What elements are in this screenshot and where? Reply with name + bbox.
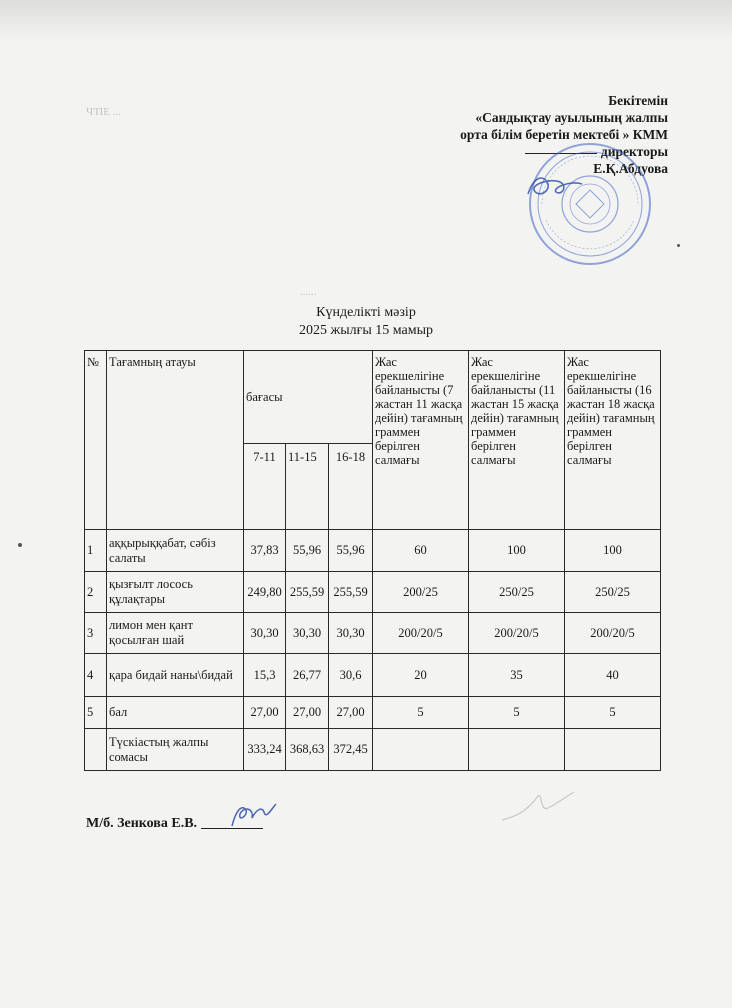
scan-top-edge	[0, 0, 732, 40]
director-signature	[520, 170, 590, 202]
weight-16-18: 200/20/5	[565, 613, 661, 654]
total-empty-cell	[373, 729, 469, 771]
price-11-15: 255,59	[286, 572, 329, 613]
weight-16-18: 40	[565, 654, 661, 697]
total-11-15: 368,63	[286, 729, 329, 771]
header-number: №	[85, 351, 107, 530]
total-empty-cell	[469, 729, 565, 771]
table-row	[85, 572, 661, 613]
bleed-through-text: ......	[300, 286, 317, 298]
food-name: қара бидай наны\бидай	[107, 654, 244, 697]
total-label: Түскіастың жалпы сомасы	[107, 729, 244, 771]
bleed-through-text: Ч'ПЕ ...	[86, 106, 121, 118]
weight-7-11: 200/25	[373, 572, 469, 613]
header-price: бағасы	[244, 351, 373, 444]
official-seal-stamp	[528, 142, 652, 266]
table-row	[85, 530, 661, 572]
food-name: аққырыққабат, сәбіз салаты	[107, 530, 244, 572]
bleed-through-signature	[498, 786, 578, 826]
price-16-18: 30,30	[329, 613, 373, 654]
approval-school-line2: орта білім беретін мектебі » КММ	[460, 127, 668, 142]
table-row	[85, 613, 661, 654]
header-food-name: Тағамның атауы	[107, 351, 244, 530]
approval-director-name: Е.Қ.Абдуова	[593, 161, 668, 176]
total-number-cell	[85, 729, 107, 771]
weight-7-11: 5	[373, 697, 469, 729]
weight-7-11: 200/20/5	[373, 613, 469, 654]
price-16-18: 255,59	[329, 572, 373, 613]
approval-school-line1: «Сандықтау ауылының жалпы	[475, 110, 668, 125]
total-7-11: 333,24	[244, 729, 286, 771]
weight-16-18: 5	[565, 697, 661, 729]
table-header-row	[85, 351, 661, 444]
approval-heading: Бекітемін	[608, 93, 668, 108]
subheader-11-15: 11-15	[286, 444, 329, 530]
total-row	[85, 729, 661, 771]
weight-16-18: 100	[565, 530, 661, 572]
weight-11-15: 35	[469, 654, 565, 697]
approval-position: директоры	[368, 143, 668, 160]
row-number: 5	[85, 697, 107, 729]
food-name: бал	[107, 697, 244, 729]
total-16-18: 372,45	[329, 729, 373, 771]
menu-table	[84, 350, 661, 771]
weight-11-15: 250/25	[469, 572, 565, 613]
total-empty-cell	[565, 729, 661, 771]
row-number: 3	[85, 613, 107, 654]
weight-7-11: 60	[373, 530, 469, 572]
price-11-15: 26,77	[286, 654, 329, 697]
table-row	[85, 697, 661, 729]
price-7-11: 27,00	[244, 697, 286, 729]
document-date: 2025 жылғы 15 мамыр	[299, 323, 433, 338]
weight-16-18: 250/25	[565, 572, 661, 613]
price-7-11: 37,83	[244, 530, 286, 572]
price-16-18: 55,96	[329, 530, 373, 572]
food-name: қызғылт лосось құлақтары	[107, 572, 244, 613]
price-16-18: 30,6	[329, 654, 373, 697]
subheader-7-11: 7-11	[244, 444, 286, 530]
price-11-15: 27,00	[286, 697, 329, 729]
weight-11-15: 5	[469, 697, 565, 729]
price-11-15: 55,96	[286, 530, 329, 572]
row-number: 1	[85, 530, 107, 572]
signer-signature	[226, 800, 282, 832]
price-7-11: 249,80	[244, 572, 286, 613]
row-number: 2	[85, 572, 107, 613]
weight-11-15: 200/20/5	[469, 613, 565, 654]
price-16-18: 27,00	[329, 697, 373, 729]
header-weight-16-18: Жас ерекшелігіне байланысты (16 жастан 18 жасқа дейін) тағамның граммен берілген салмағы	[565, 351, 661, 530]
price-7-11: 15,3	[244, 654, 286, 697]
subheader-16-18: 16-18	[329, 444, 373, 530]
price-7-11: 30,30	[244, 613, 286, 654]
scan-mark	[18, 543, 22, 547]
price-11-15: 30,30	[286, 613, 329, 654]
header-weight-7-11: Жас ерекшелігіне байланысты (7 жастан 11 жасқа дейін) тағамның граммен берілген салмағы	[373, 351, 469, 530]
scan-mark	[677, 244, 680, 247]
weight-7-11: 20	[373, 654, 469, 697]
signer-name: М/б. Зенкова Е.В.	[86, 816, 198, 831]
table-row	[85, 654, 661, 697]
weight-11-15: 100	[469, 530, 565, 572]
row-number: 4	[85, 654, 107, 697]
header-weight-11-15: Жас ерекшелігіне байланысты (11 жастан 15 жасқа дейін) тағамның граммен берілген салмағы	[469, 351, 565, 530]
document-title: Күнделікті мәзір	[316, 305, 416, 320]
food-name: лимон мен қант қосылған шай	[107, 613, 244, 654]
